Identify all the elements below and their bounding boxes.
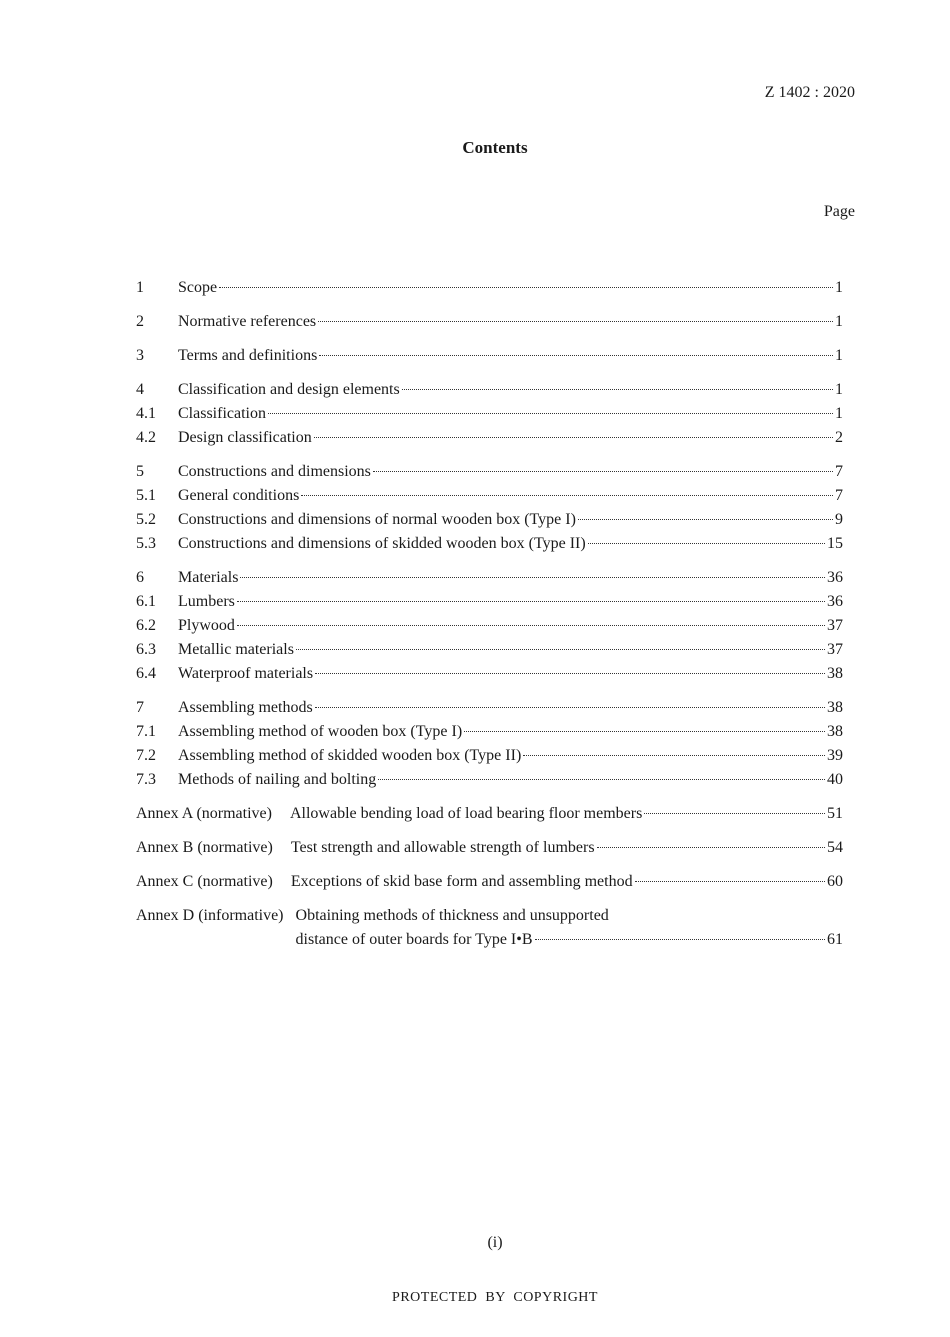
copyright-notice: PROTECTED BY COPYRIGHT xyxy=(392,1290,598,1305)
section-number: 6.4 xyxy=(136,665,156,682)
page-number: 37 xyxy=(827,617,843,634)
dot-leader xyxy=(597,846,825,848)
section-title: Constructions and dimensions of skidded wooden box (Type II) xyxy=(178,535,586,552)
page-number: 9 xyxy=(835,511,843,528)
dot-leader xyxy=(373,470,833,472)
section-title: Plywood xyxy=(178,617,235,634)
annex-label: Annex D (informative) xyxy=(136,907,284,924)
annex-text-line1: Obtaining methods of thickness and unsupported xyxy=(295,907,609,924)
toc-entry[interactable] xyxy=(136,590,843,614)
toc-entry[interactable] xyxy=(136,344,843,368)
dot-leader xyxy=(644,812,825,814)
toc-entry[interactable] xyxy=(136,310,843,334)
toc-entry[interactable] xyxy=(136,276,843,300)
toc-group xyxy=(136,378,843,450)
page-number: 38 xyxy=(827,665,843,682)
dot-leader xyxy=(319,354,833,356)
page-number: 1 xyxy=(835,347,843,364)
page-number: 39 xyxy=(827,747,843,764)
page-number: 36 xyxy=(827,569,843,586)
section-title: Materials xyxy=(178,569,239,586)
dot-leader xyxy=(268,412,833,414)
dot-leader xyxy=(635,880,825,882)
annex-text-line2: distance of outer boards for Type I•B xyxy=(295,931,533,948)
section-title: Assembling method of wooden box (Type I) xyxy=(178,723,463,740)
dot-leader xyxy=(314,436,833,438)
standard-number: Z 1402 : 2020 xyxy=(764,84,855,101)
page-number: 15 xyxy=(827,535,843,552)
toc-entry[interactable] xyxy=(136,696,843,720)
section-title: Assembling methods xyxy=(178,699,313,716)
section-number: 5.2 xyxy=(136,511,156,528)
toc-entry-annex-d[interactable] xyxy=(136,904,843,952)
toc-group xyxy=(136,310,843,334)
page-number: 7 xyxy=(835,463,843,480)
section-title: Methods of nailing and bolting xyxy=(178,771,377,788)
section-title: General conditions xyxy=(178,487,300,504)
page-number: 2 xyxy=(835,429,843,446)
dot-leader xyxy=(237,600,825,602)
annex-text-block xyxy=(296,904,843,952)
dot-leader xyxy=(588,542,825,544)
toc-entry[interactable] xyxy=(136,426,843,450)
toc-entry[interactable] xyxy=(136,662,843,686)
section-number: 7.3 xyxy=(136,771,156,788)
section-number: 1 xyxy=(136,279,144,296)
section-title: Constructions and dimensions of normal wooden box (Type I) xyxy=(178,511,576,528)
page-number: 1 xyxy=(835,279,843,296)
toc-groups xyxy=(136,276,843,792)
annex-label: Annex C (normative) xyxy=(136,873,273,890)
toc-group xyxy=(136,696,843,792)
dot-leader xyxy=(315,672,825,674)
dot-leader xyxy=(237,624,825,626)
section-title: Lumbers xyxy=(178,593,235,610)
page-number: 40 xyxy=(827,771,843,788)
toc-entry[interactable] xyxy=(136,378,843,402)
toc-entry[interactable] xyxy=(136,768,843,792)
section-title: Terms and definitions xyxy=(178,347,318,364)
section-number: 4.1 xyxy=(136,405,156,422)
toc-entry-annex[interactable] xyxy=(136,836,843,860)
section-number: 7.2 xyxy=(136,747,156,764)
section-number: 7.1 xyxy=(136,723,156,740)
page-number: 7 xyxy=(835,487,843,504)
annex-title: Allowable bending load of load bearing floor members xyxy=(289,805,643,822)
dot-leader xyxy=(240,576,825,578)
toc-entry[interactable] xyxy=(136,532,843,556)
section-title: Scope xyxy=(178,279,218,296)
toc-entry[interactable] xyxy=(136,402,843,426)
page-number: 36 xyxy=(827,593,843,610)
toc-entry[interactable] xyxy=(136,484,843,508)
section-number: 6.1 xyxy=(136,593,156,610)
section-title: Classification and design elements xyxy=(178,381,400,398)
annex-text-line2-row xyxy=(296,928,843,952)
dot-leader xyxy=(402,388,833,390)
toc-group xyxy=(136,460,843,556)
toc-group xyxy=(136,344,843,368)
section-number: 5.1 xyxy=(136,487,156,504)
dot-leader xyxy=(578,518,833,520)
page-number: 1 xyxy=(835,313,843,330)
dot-leader xyxy=(378,778,825,780)
section-number: 4.2 xyxy=(136,429,156,446)
section-title: Assembling method of skidded wooden box (Type II) xyxy=(178,747,522,764)
section-title: Normative references xyxy=(178,313,317,330)
toc-entry[interactable] xyxy=(136,508,843,532)
dot-leader xyxy=(318,320,833,322)
toc-entry-annex[interactable] xyxy=(136,870,843,894)
section-number: 2 xyxy=(136,313,144,330)
dot-leader xyxy=(464,730,825,732)
page-number: 61 xyxy=(827,931,843,948)
page-number: 37 xyxy=(827,641,843,658)
annex-title: Exceptions of skid base form and assembling method xyxy=(290,873,633,890)
section-title: Classification xyxy=(178,405,266,422)
section-number: 6 xyxy=(136,569,144,586)
annex-label: Annex B (normative) xyxy=(136,839,273,856)
toc-annexes xyxy=(136,802,843,894)
toc-entry[interactable] xyxy=(136,638,843,662)
toc-group xyxy=(136,276,843,300)
section-title: Design classification xyxy=(178,429,312,446)
toc-entry[interactable] xyxy=(136,744,843,768)
table-of-contents xyxy=(136,276,843,962)
dot-leader xyxy=(315,706,825,708)
page-number: 1 xyxy=(835,405,843,422)
footer-page-number: (i) xyxy=(487,1234,503,1251)
annex-title: Test strength and allowable strength of lumbers xyxy=(290,839,595,856)
toc-entry[interactable] xyxy=(136,566,843,590)
dot-leader xyxy=(301,494,833,496)
page-number: 54 xyxy=(827,839,843,856)
section-title: Constructions and dimensions xyxy=(178,463,371,480)
page-number: 38 xyxy=(827,723,843,740)
section-number: 3 xyxy=(136,347,144,364)
page-title: Contents xyxy=(462,138,528,157)
section-number: 6.3 xyxy=(136,641,156,658)
section-title: Waterproof materials xyxy=(178,665,314,682)
section-number: 6.2 xyxy=(136,617,156,634)
section-number: 4 xyxy=(136,381,144,398)
toc-entry[interactable] xyxy=(136,460,843,484)
annex-label: Annex A (normative) xyxy=(136,805,272,822)
page-number: 51 xyxy=(827,805,843,822)
page-number: 60 xyxy=(827,873,843,890)
dot-leader xyxy=(219,286,833,288)
page-number: 38 xyxy=(827,699,843,716)
toc-entry[interactable] xyxy=(136,720,843,744)
section-number: 5 xyxy=(136,463,144,480)
dot-leader xyxy=(296,648,825,650)
toc-entry-annex[interactable] xyxy=(136,802,843,826)
toc-entry[interactable] xyxy=(136,614,843,638)
page-number: 1 xyxy=(835,381,843,398)
section-title: Metallic materials xyxy=(178,641,294,658)
dot-leader xyxy=(535,938,825,940)
page-column-label: Page xyxy=(823,203,855,220)
dot-leader xyxy=(523,754,825,756)
section-number: 7 xyxy=(136,699,144,716)
toc-group xyxy=(136,566,843,686)
section-number: 5.3 xyxy=(136,535,156,552)
